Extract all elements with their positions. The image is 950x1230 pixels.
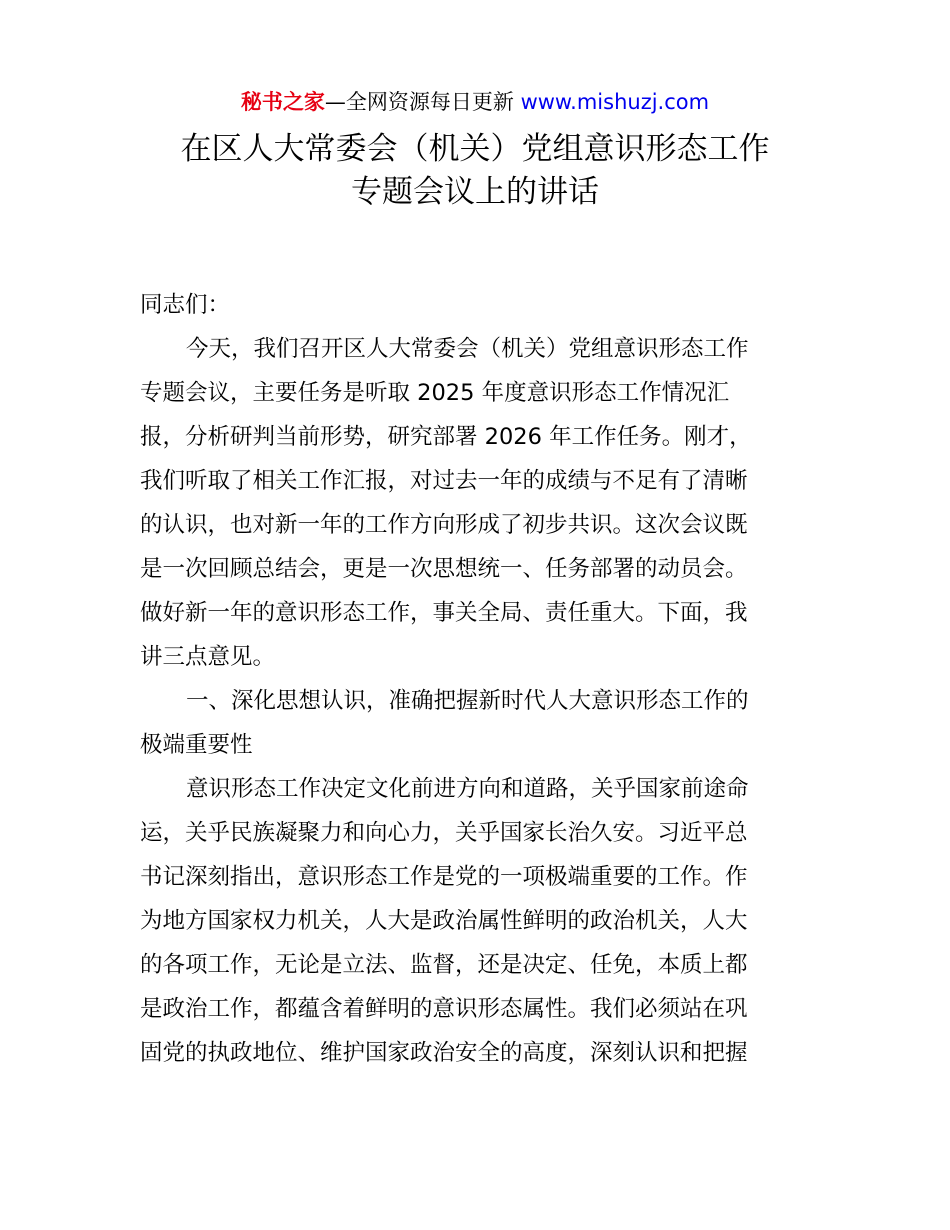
site-link[interactable]: www.mishuzj.com — [520, 90, 710, 114]
paragraph-line: 书记深刻指出，意识形态工作是党的一项极端重要的工作。作 — [140, 864, 748, 890]
section-heading-line: 一、深化思想认识，准确把握新时代人大意识形态工作的 — [186, 688, 749, 714]
paragraph-line: 为地方国家权力机关，人大是政治属性鲜明的政治机关，人大 — [140, 908, 748, 934]
title-line: 在区人大常委会（机关）党组意识形态工作 — [180, 131, 770, 167]
paragraph-line: 是一次回顾总结会，更是一次思想统一、任务部署的动员会。 — [140, 556, 748, 582]
paragraph-line: 专题会议，主要任务是听取 2025 年度意识形态工作情况汇 — [140, 380, 730, 406]
title-line: 专题会议上的讲话 — [351, 174, 599, 210]
paragraph-line: 的认识，也对新一年的工作方向形成了初步共识。这次会议既 — [140, 512, 748, 538]
document-body — [140, 283, 820, 1075]
section-heading-line: 极端重要性 — [140, 732, 253, 758]
brand-name: 秘书之家 — [240, 90, 325, 114]
paragraph-line: 报，分析研判当前形势，研究部署 2026 年工作任务。刚才， — [140, 424, 752, 450]
paragraph-line: 讲三点意见。 — [140, 644, 276, 670]
paragraph-line: 运，关乎民族凝聚力和向心力，关乎国家长治久安。习近平总 — [140, 820, 748, 846]
salutation: 同志们： — [140, 292, 231, 318]
paragraph-line: 的各项工作，无论是立法、监督，还是决定、任免，本质上都 — [140, 952, 748, 978]
header-tagline: —全网资源每日更新 — [324, 90, 521, 114]
paragraph-line: 意识形态工作决定文化前进方向和道路，关乎国家前途命 — [186, 776, 749, 802]
watermark-header — [0, 88, 950, 116]
paragraph-line: 做好新一年的意识形态工作，事关全局、责任重大。下面，我 — [140, 600, 748, 626]
paragraph-line: 是政治工作，都蕴含着鲜明的意识形态属性。我们必须站在巩 — [140, 996, 748, 1022]
paragraph-line: 固党的执政地位、维护国家政治安全的高度，深刻认识和把握 — [140, 1040, 748, 1066]
paragraph-line: 我们听取了相关工作汇报，对过去一年的成绩与不足有了清晰 — [140, 468, 748, 494]
paragraph-line: 今天，我们召开区人大常委会（机关）党组意识形态工作 — [186, 336, 749, 362]
document-title — [60, 128, 890, 214]
